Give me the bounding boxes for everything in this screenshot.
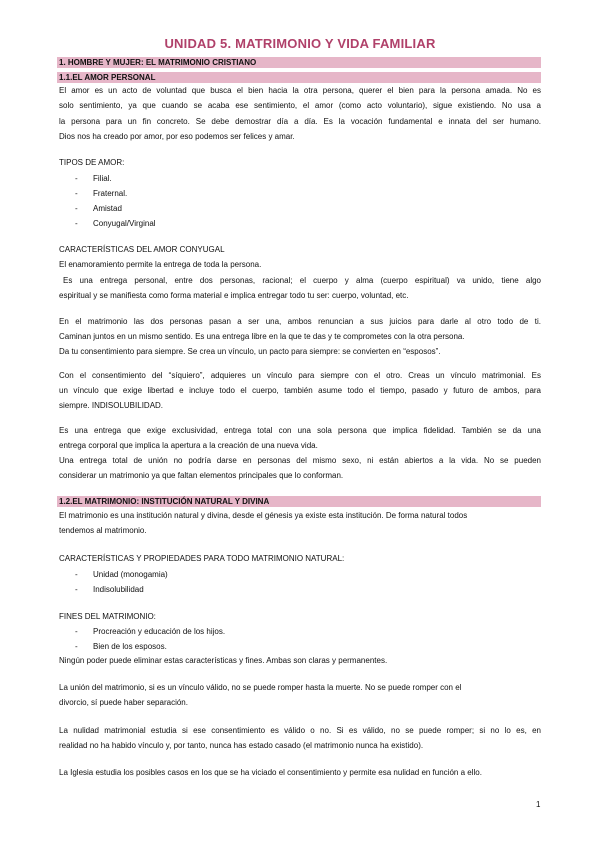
- paragraph-line: siempre. INDISOLUBILIDAD.: [59, 401, 164, 410]
- paragraph-line: En el matrimonio las dos personas pasan a ser una, ambos renuncian a sus juicios para darle al otro todo de ti.: [59, 317, 541, 326]
- bullet-dash: -: [75, 627, 78, 636]
- bullet-dash: -: [75, 642, 78, 651]
- paragraph-line: un vínculo que exige libertad e incluye todo el cuerpo, también asume todo el tiempo, pasado y futuro de ambos, para: [59, 386, 541, 395]
- section-heading-1-2: 1.2.EL MATRIMONIO: INSTITUCIÓN NATURAL Y DIVINA: [57, 496, 541, 507]
- document-page: UNIDAD 5. MATRIMONIO Y VIDA FAMILIAR 1. HOMBRE Y MUJER: EL MATRIMONIO CRISTIANO 1.1.EL AMOR PERSONAL El amor es un acto de voluntad que busca el bien hacia la otra persona, querer el bien para la persona amada. No es solo sentimiento, ya que cuando se acaba ese sentimiento, el amor (como acto voluntario), sigue existiendo. No usa a la persona para un fin concreto. Se debe demostrar día a día. Es la vocación fundamental e innata del ser humano. Dios nos ha creado por amor, por eso podemos ser felices y amar. TIPOS DE AMOR: - Filial. - Fraternal. - Amistad - Conyugal/Virginal CARACTERÍSTICAS DEL AMOR CONYUGAL El enamoramiento permite la entrega de toda la persona. Es una entrega personal, entre dos personas, racional; el cuerpo y alma (cuerpo espiritual) va unido, tiene algo espiritual y se manifiesta como forma material e implica entregar todo tu ser: cuerpo, voluntad, etc. En el matrimonio las dos personas pasan a ser una, ambos renuncian a sus juicios para darle al otro todo de ti. Caminan juntos en un mismo sentido. Es una entrega libre en la que te das y te comprometes con la otra persona. Da tu consentimiento para siempre. Se crea un vínculo, un pacto para siempre: se convierten en “esposos”. Con el consentimiento del “síquiero”, adquieres un vínculo para siempre con el otro. Creas un vínculo matrimonial. Es un vínculo que exige libertad e incluye todo el cuerpo, también asume todo el tiempo, pasado y futuro de ambos, para siempre. INDISOLUBILIDAD. Es una entrega que exige exclusividad, entrega total con una sola persona que implica fidelidad. También se da una entrega corporal que implica la apertura a la creación de una nueva vida. Una entrega total de unión no podría darse en personas del mismo sexo, ni están abiertos a la vida. No se pueden considerar un matrimonio ya que faltan elementos principales que lo conforman. 1.2.EL MATRIMONIO: INSTITUCIÓN NATURAL Y DIVINA El matrimonio es una institución natural y divina, desde el génesis ya existe esta institución. De forma natural todos tendemos al matrimonio. CARACTERÍSTICAS Y PROPIEDADES PARA TODO MATRIMONIO NATURAL: - Unidad (monogamia) - Indisolubilidad FINES DEL MATRIMONIO: - Procreación y educación de los hijos. - Bien de los esposos. Ningún poder puede eliminar estas características y fines. Ambas son claras y permanentes. La unión del matrimonio, si es un vínculo válido, no se puede romper hasta la muerte. No se puede romper con el divorcio, sí puede haber separación. La nulidad matrimonial estudia si ese consentimiento es válido o no. Si es válido, no se puede romper; si no lo es, en realidad no ha habido vínculo y, por tanto, nunca has estado casado (el matrimonio nunca ha existido). La Iglesia estudia los posibles casos en los que se ha viciado el consentimiento y permite esa nulidad en función a ello. 1: [0, 0, 600, 848]
- bullet-dash: -: [75, 219, 78, 228]
- subheading: CARACTERÍSTICAS Y PROPIEDADES PARA TODO MATRIMONIO NATURAL:: [59, 554, 345, 563]
- paragraph-line: El amor es un acto de voluntad que busca el bien hacia la otra persona, querer el bien para la persona amada. No es: [59, 86, 541, 95]
- paragraph-line: El matrimonio es una institución natural y divina, desde el génesis ya existe esta institución. De forma natural todos: [59, 511, 468, 520]
- paragraph-line: solo sentimiento, ya que cuando se acaba ese sentimiento, el amor (como acto voluntario), sigue existiendo. No usa a: [59, 101, 541, 110]
- page-number: 1: [536, 800, 541, 809]
- section-heading-1: 1. HOMBRE Y MUJER: EL MATRIMONIO CRISTIANO: [57, 57, 541, 68]
- bullet-dash: -: [75, 585, 78, 594]
- paragraph-line: El enamoramiento permite la entrega de toda la persona.: [59, 260, 262, 269]
- page-title: UNIDAD 5. MATRIMONIO Y VIDA FAMILIAR: [164, 36, 436, 51]
- paragraph-line: Caminan juntos en un mismo sentido. Es una entrega libre en la que te das y te comprometes con la otra persona.: [59, 332, 465, 341]
- paragraph-line: La Iglesia estudia los posibles casos en los que se ha viciado el consentimiento y permite esa nulidad en función a ello.: [59, 768, 482, 777]
- bullet-dash: -: [75, 174, 78, 183]
- subheading: FINES DEL MATRIMONIO:: [59, 612, 156, 621]
- paragraph-line: Da tu consentimiento para siempre. Se crea un vínculo, un pacto para siempre: se convierten en “esposos”.: [59, 347, 441, 356]
- paragraph-line: Una entrega total de unión no podría darse en personas del mismo sexo, ni están abiertos a la vida. No se pueden: [59, 456, 541, 465]
- paragraph-line: espiritual y se manifiesta como forma material e implica entregar todo tu ser: cuerpo, voluntad, etc.: [59, 291, 409, 300]
- paragraph-line: Dios nos ha creado por amor, por eso podemos ser felices y amar.: [59, 132, 295, 141]
- bullet-dash: -: [75, 570, 78, 579]
- paragraph-line: Es una entrega que exige exclusividad, entrega total con una sola persona que implica fidelidad. También se da una: [59, 426, 541, 435]
- bullet-dash: -: [75, 189, 78, 198]
- paragraph-line: la persona para un fin concreto. Se debe demostrar día a día. Es la vocación fundamental e innata del ser humano.: [59, 117, 541, 126]
- subheading: CARACTERÍSTICAS DEL AMOR CONYUGAL: [59, 245, 225, 254]
- paragraph-line: La unión del matrimonio, si es un vínculo válido, no se puede romper hasta la muerte. No se puede romper con el: [59, 683, 462, 692]
- paragraph-line: tendemos al matrimonio.: [59, 526, 147, 535]
- tipos-heading: TIPOS DE AMOR:: [59, 158, 125, 167]
- paragraph-line: entrega corporal que implica la apertura a la creación de una nueva vida.: [59, 441, 318, 450]
- paragraph-line: La nulidad matrimonial estudia si ese consentimiento es válido o no. Si es válido, no se puede romper; si no lo es, en: [59, 726, 541, 735]
- paragraph-line: Es una entrega personal, entre dos personas, racional; el cuerpo y alma (cuerpo espiritual) va unido, tiene algo: [63, 276, 541, 285]
- bullet-dash: -: [75, 204, 78, 213]
- paragraph-line: divorcio, sí puede haber separación.: [59, 698, 188, 707]
- paragraph-line: realidad no ha habido vínculo y, por tanto, nunca has estado casado (el matrimonio nunca ha existido).: [59, 741, 424, 750]
- section-heading-1-1: 1.1.EL AMOR PERSONAL: [57, 72, 541, 83]
- paragraph-line: Con el consentimiento del “síquiero”, adquieres un vínculo para siempre con el otro. Creas un vínculo matrimonial. Es: [59, 371, 541, 380]
- paragraph-line: Ningún poder puede eliminar estas características y fines. Ambas son claras y permanentes.: [59, 656, 388, 665]
- paragraph-line: considerar un matrimonio ya que faltan elementos principales que lo conforman.: [59, 471, 344, 480]
